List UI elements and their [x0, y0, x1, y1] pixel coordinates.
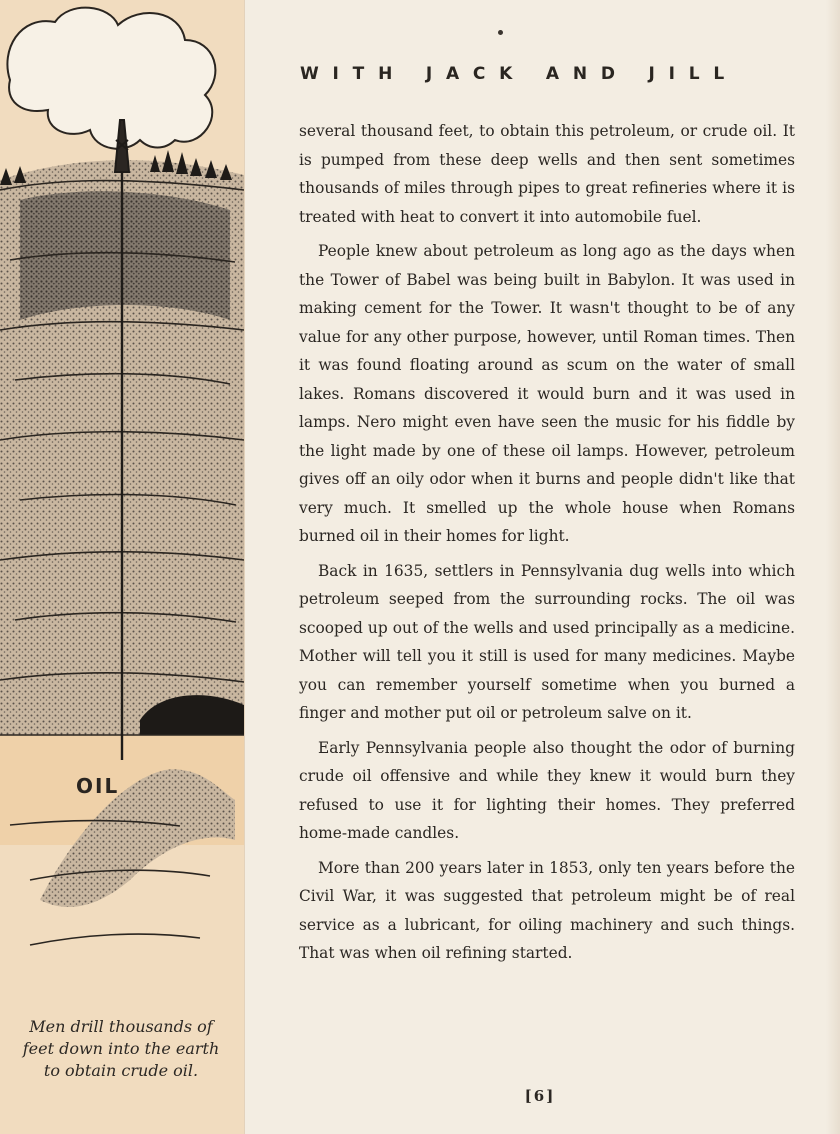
- caption-line: feet down into the earth: [22, 1039, 220, 1058]
- paragraph: several thousand feet, to obtain this petroleum, or crude oil. It is pumped from these deep wells and then sent sometimes thousands of miles through pipes to great refineries where it is treated with heat to convert it into automobile fuel.: [299, 122, 795, 226]
- running-head: WITH JACK AND JILL: [300, 64, 738, 84]
- page-edge-shadow: [826, 0, 840, 1134]
- ornament-dot: [498, 30, 503, 35]
- oil-label: OIL: [76, 774, 120, 798]
- paragraph: More than 200 years later in 1853, only ten years before the Civil War, it was suggested that petroleum might be of real service as a lubricant, for oiling machinery and such things. That was when oil refining started.: [299, 858, 795, 962]
- illustration-caption: [8, 1016, 234, 1082]
- caption-line: Men drill thousands of: [29, 1017, 213, 1036]
- paragraph: People knew about petroleum as long ago as the days when the Tower of Babel was being built in Babylon. It was used in making cement for the Tower. It wasn't thought to be of any value for any other purpose, however, until Roman times. Then it was found floating around as scum on the water of small lakes. Romans discovered it would burn and it was used in lamps. Nero might even have seen the music for his fiddle by the light made by one of these oil lamps. However, petroleum gives off an oily odor when it burns and people didn't like that very much. It smelled up the whole house when Romans burned oil in their homes for light.: [299, 242, 795, 545]
- illustration-panel: [0, 0, 245, 1134]
- smoke-cloud: [7, 8, 215, 149]
- paragraph: Back in 1635, settlers in Pennsylvania dug wells into which petroleum seeped from the surrounding rocks. The oil was scooped up out of the wells and used principally as a medicine. Mother will tell you it still is used for many medicines. Maybe you can remember yourself sometime when you burned a finger and mother put oil or petroleum salve on it.: [299, 561, 795, 722]
- body-text: [299, 117, 795, 968]
- caption-line: to obtain crude oil.: [43, 1061, 199, 1080]
- paragraph: Early Pennsylvania people also thought the odor of burning crude oil offensive and while they knew it would burn they refused to use it for lighting their homes. They preferred home-made candles.: [299, 738, 795, 842]
- dome-rock: [40, 769, 235, 907]
- oil-well-cross-section-illustration: [0, 0, 244, 960]
- page-number: [6]: [524, 1087, 556, 1105]
